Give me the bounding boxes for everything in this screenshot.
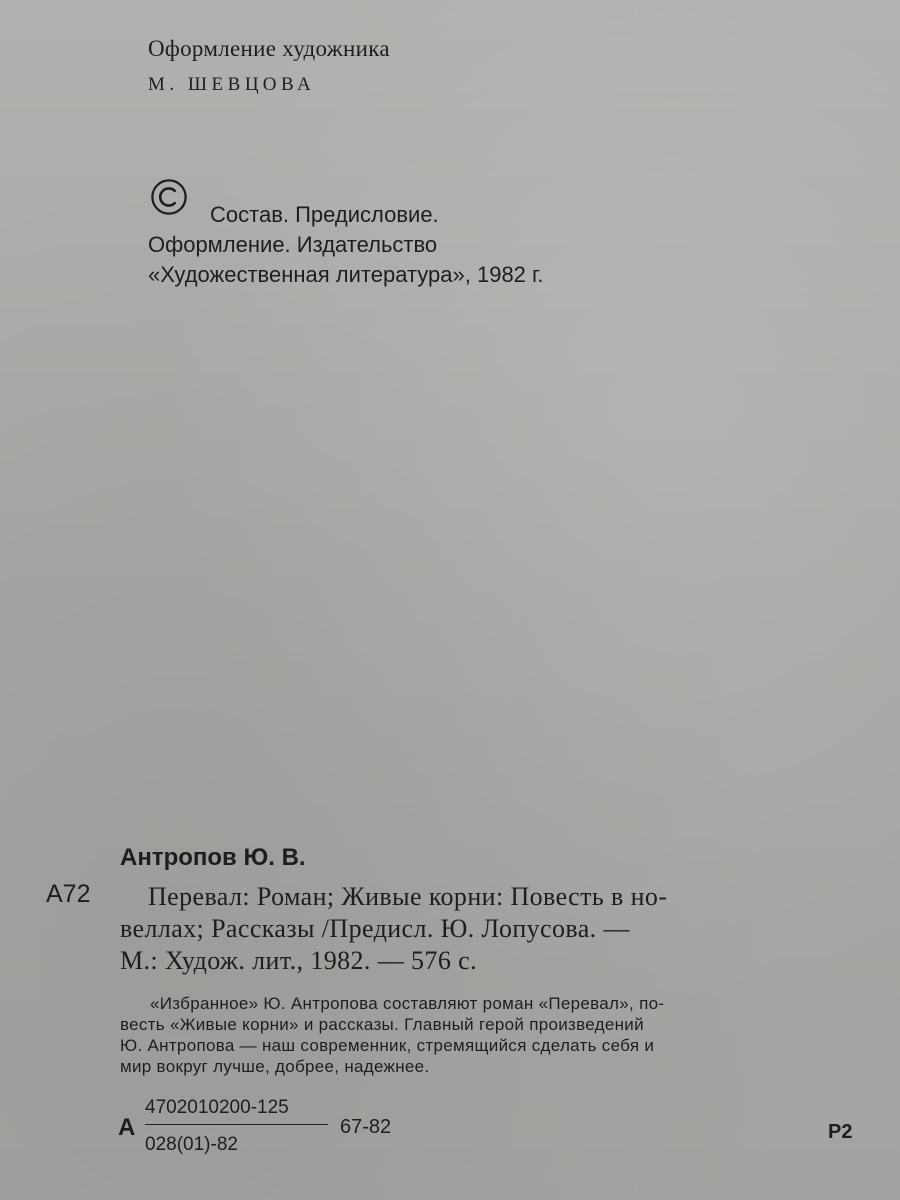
classification-code: 67-82 — [340, 1116, 392, 1138]
bibliographic-line: веллах; Рассказы /Предисл. Ю. Лопусова. — — [120, 914, 630, 943]
catalog-author: Антропов Ю. В. — [120, 844, 306, 871]
bibliographic-line: Перевал: Роман; Живые корни: Повесть в но- — [148, 882, 668, 911]
classification-right-code: Р2 — [828, 1121, 853, 1143]
classification-denominator: 028(01)-82 — [145, 1134, 238, 1155]
annotation-line: мир вокруг лучше, добрее, надежнее. — [120, 1057, 430, 1076]
classification-letter: А — [118, 1114, 136, 1141]
annotation-line: Ю. Антропова — наш современник, стремящийся сделать себя и — [120, 1036, 655, 1055]
copyright-line: Оформление. Издательство — [148, 232, 438, 257]
annotation-line: весть «Живые корни» и рассказы. Главный герой произведений — [120, 1015, 644, 1034]
bibliographic-line: М.: Худож. лит., 1982. — 576 с. — [120, 946, 477, 975]
catalog-index: А72 — [46, 880, 91, 908]
copyright-line: «Художественная литература», 1982 г. — [148, 262, 544, 287]
copyright-icon — [150, 178, 188, 216]
designer-name: М. ШЕВЦОВА — [148, 74, 316, 95]
annotation-line: «Избранное» Ю. Антропова составляют роман «Перевал», по- — [150, 994, 665, 1013]
show-through-emboss — [440, 130, 457, 199]
copyright-line: Состав. Предисловие. — [210, 202, 439, 227]
fraction-rule — [145, 1124, 328, 1125]
show-through-emboss — [420, 490, 439, 570]
design-credit-label: Оформление художника — [148, 36, 390, 61]
classification-numerator: 4702010200-125 — [145, 1097, 289, 1118]
